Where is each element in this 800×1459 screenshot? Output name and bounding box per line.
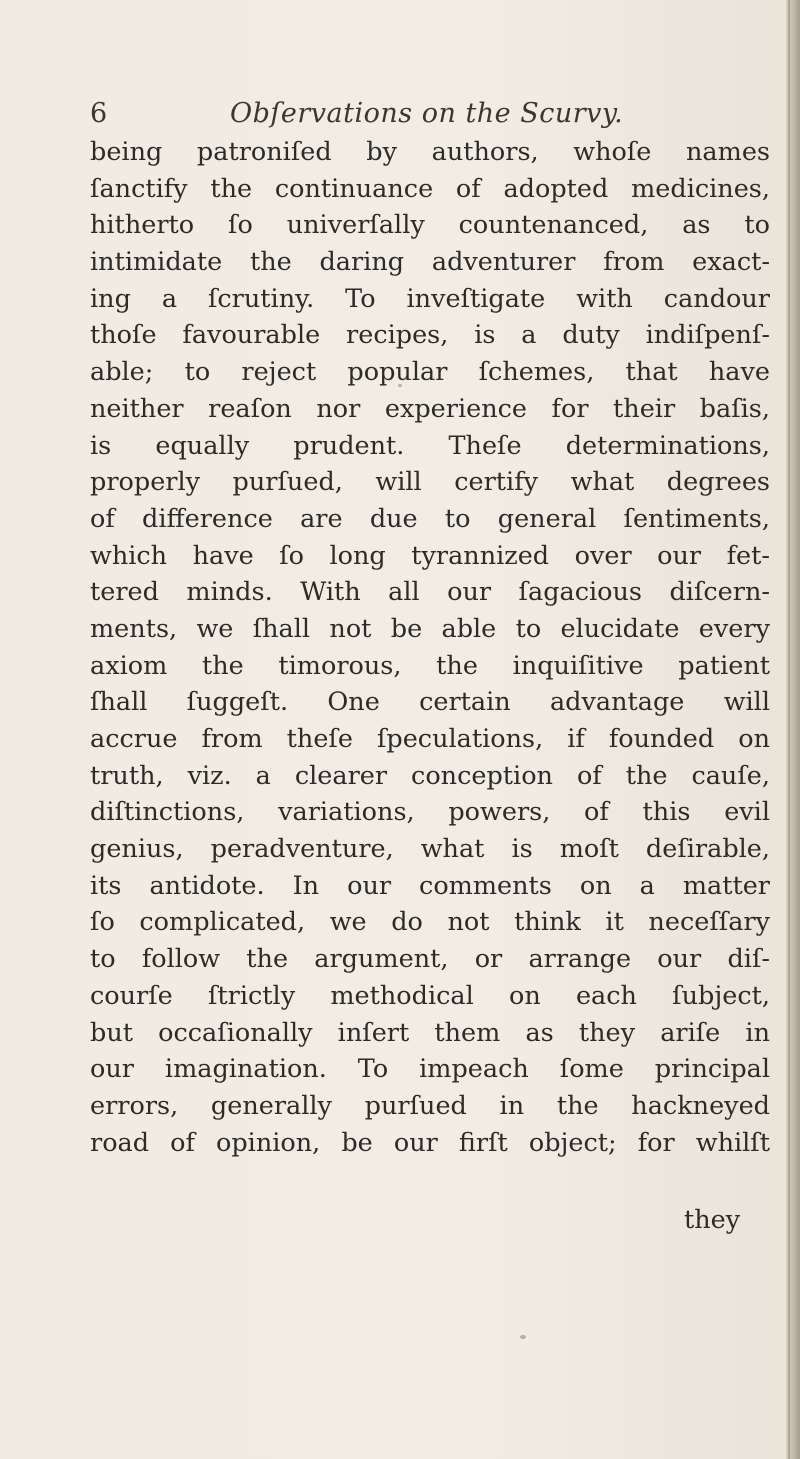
text-line: diſtinctions, variations, powers, of this evil (90, 797, 770, 828)
text-line: is equally prudent. Theſe determinations, (90, 430, 770, 461)
text-line: ing a ſcrutiny. To inveſtigate with candour (90, 283, 770, 314)
catchword: they (684, 1205, 741, 1235)
text-line: accrue from theſe ſpeculations, if founded on (90, 724, 770, 754)
text-line: ſhall ſuggeſt. One certain advantage will (90, 687, 770, 718)
text-line: neither reaſon nor experience for their baſis, (90, 393, 770, 424)
running-title: Obſervations on the Scurvy. (230, 98, 624, 129)
text-line: properly purſued, will certify what degrees (90, 467, 770, 498)
ink-speck (520, 1335, 526, 1339)
text-line: its antidote. In our comments on a matter (90, 870, 770, 901)
text-line: genius, peradventure, what is moſt deſirable, (90, 834, 770, 865)
text-line: ments, we ſhall not be able to elucidate every (90, 613, 770, 644)
text-line: able; to reject popular ſchemes, that have (90, 357, 770, 388)
ink-speck (398, 384, 402, 387)
text-line: hitherto ſo univerſally countenanced, as to (90, 210, 770, 241)
text-line: but occaſionally inſert them as they ariſe in (90, 1017, 770, 1048)
text-line: truth, viz. a clearer conception of the cauſe, (90, 760, 770, 791)
text-line: road of opinion, be our firſt object; for whilſt (90, 1127, 770, 1158)
page-edge-line (788, 0, 790, 1459)
body-text (90, 134, 770, 1161)
running-head (90, 94, 770, 134)
text-line: being patroniſed by authors, whoſe names (90, 137, 770, 167)
text-line: our imagination. To impeach ſome principal (90, 1054, 770, 1085)
text-line: intimidate the daring adventurer from exact- (90, 247, 770, 278)
text-line: axiom the timorous, the inquiſitive patient (90, 650, 770, 681)
text-line: which have ſo long tyrannized over our fet- (90, 540, 770, 571)
text-line: ſanctify the continuance of adopted medicines, (90, 173, 770, 204)
text-line: tered minds. With all our ſagacious diſcern- (90, 577, 770, 608)
page-number: 6 (90, 98, 108, 129)
text-line: ſo complicated, we do not think it neceſſary (90, 907, 770, 938)
text-line: errors, generally purſued in the hackneyed (90, 1090, 770, 1121)
text-line: courſe ſtrictly methodical on each ſubject, (90, 980, 770, 1011)
text-line: thoſe favourable recipes, is a duty indiſpenſ- (90, 320, 770, 351)
text-line: of difference are due to general ſentiments, (90, 503, 770, 534)
text-line: to follow the argument, or arrange our diſ- (90, 944, 770, 975)
